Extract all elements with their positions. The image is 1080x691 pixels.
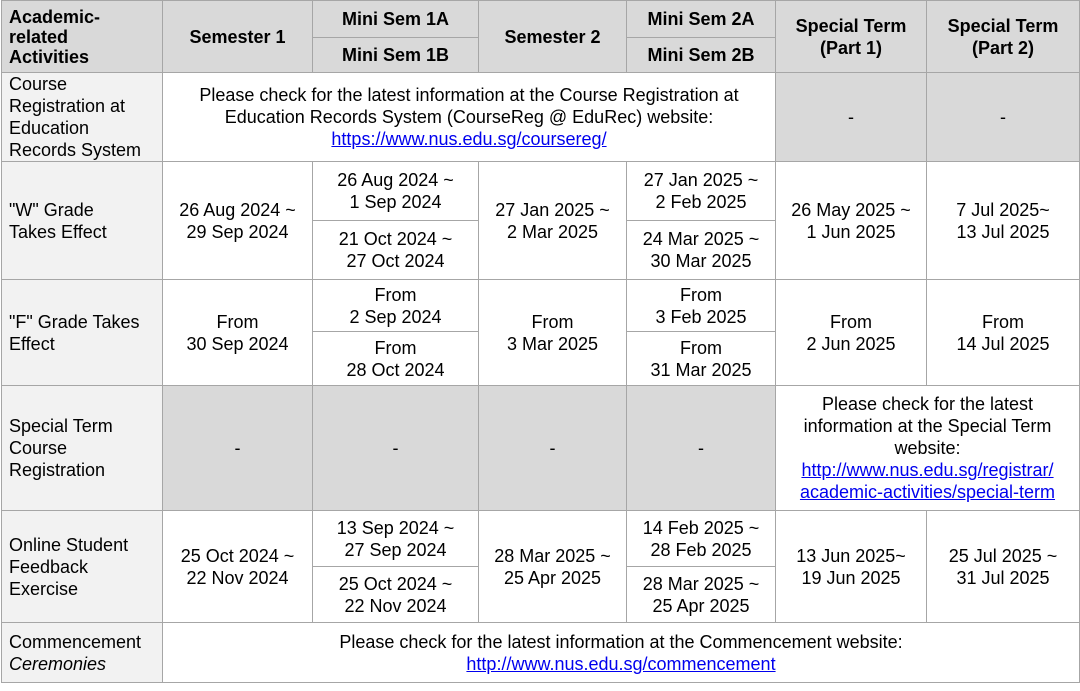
feedback-semester-2: 28 Mar 2025 ~ 25 Apr 2025 bbox=[479, 511, 627, 623]
header-mini-sem-1b: Mini Sem 1B bbox=[313, 38, 479, 73]
commencement-info: Please check for the latest information at the Commencement website: http://www.nus.edu.sg/commencement bbox=[163, 623, 1080, 683]
feedback-mini-sem-1b: 25 Oct 2024 ~ 22 Nov 2024 bbox=[313, 567, 479, 623]
f-grade-mini-sem-2b: From 31 Mar 2025 bbox=[627, 332, 776, 386]
special-term-reg-mini-sem-1: - bbox=[313, 386, 479, 511]
header-activities: Academic- related Activities bbox=[2, 1, 163, 73]
w-grade-mini-sem-2a: 27 Jan 2025 ~ 2 Feb 2025 bbox=[627, 162, 776, 221]
label-w-grade: "W" Grade Takes Effect bbox=[2, 162, 163, 280]
row-commencement bbox=[2, 623, 1080, 683]
f-grade-mini-sem-2a: From 3 Feb 2025 bbox=[627, 280, 776, 332]
label-feedback: Online Student Feedback Exercise bbox=[2, 511, 163, 623]
feedback-mini-sem-2b: 28 Mar 2025 ~ 25 Apr 2025 bbox=[627, 567, 776, 623]
row-f-grade bbox=[2, 280, 1080, 332]
header-special-term-part-1: Special Term (Part 1) bbox=[776, 1, 927, 73]
label-special-term-registration: Special Term Course Registration bbox=[2, 386, 163, 511]
feedback-semester-1: 25 Oct 2024 ~ 22 Nov 2024 bbox=[163, 511, 313, 623]
label-commencement: Commencement Ceremonies bbox=[2, 623, 163, 683]
header-semester-2: Semester 2 bbox=[479, 1, 627, 73]
academic-calendar-table bbox=[1, 0, 1080, 683]
w-grade-special-1: 26 May 2025 ~ 1 Jun 2025 bbox=[776, 162, 927, 280]
header-mini-sem-2a: Mini Sem 2A bbox=[627, 1, 776, 38]
row-w-grade bbox=[2, 162, 1080, 221]
f-grade-special-2: From 14 Jul 2025 bbox=[927, 280, 1080, 386]
feedback-mini-sem-2a: 14 Feb 2025 ~ 28 Feb 2025 bbox=[627, 511, 776, 567]
w-grade-mini-sem-1b: 21 Oct 2024 ~ 27 Oct 2024 bbox=[313, 221, 479, 280]
w-grade-semester-1: 26 Aug 2024 ~ 29 Sep 2024 bbox=[163, 162, 313, 280]
header-semester-1: Semester 1 bbox=[163, 1, 313, 73]
w-grade-semester-2: 27 Jan 2025 ~ 2 Mar 2025 bbox=[479, 162, 627, 280]
header-row bbox=[2, 1, 1080, 38]
header-special-term-part-2: Special Term (Part 2) bbox=[927, 1, 1080, 73]
course-registration-special-1: - bbox=[776, 73, 927, 162]
label-f-grade: "F" Grade Takes Effect bbox=[2, 280, 163, 386]
course-registration-special-2: - bbox=[927, 73, 1080, 162]
f-grade-mini-sem-1a: From 2 Sep 2024 bbox=[313, 280, 479, 332]
special-term-reg-semester-2: - bbox=[479, 386, 627, 511]
special-term-reg-info: Please check for the latest information at the Special Term website: http://www.nus.edu.sg/registrar/ academic-activities/special-term bbox=[776, 386, 1080, 511]
w-grade-mini-sem-2b: 24 Mar 2025 ~ 30 Mar 2025 bbox=[627, 221, 776, 280]
feedback-special-1: 13 Jun 2025~ 19 Jun 2025 bbox=[776, 511, 927, 623]
w-grade-mini-sem-1a: 26 Aug 2024 ~ 1 Sep 2024 bbox=[313, 162, 479, 221]
special-term-reg-semester-1: - bbox=[163, 386, 313, 511]
special-term-link-line-1[interactable]: http://www.nus.edu.sg/registrar/ bbox=[801, 460, 1054, 480]
f-grade-semester-2: From 3 Mar 2025 bbox=[479, 280, 627, 386]
feedback-special-2: 25 Jul 2025 ~ 31 Jul 2025 bbox=[927, 511, 1080, 623]
header-mini-sem-1a: Mini Sem 1A bbox=[313, 1, 479, 38]
w-grade-special-2: 7 Jul 2025~ 13 Jul 2025 bbox=[927, 162, 1080, 280]
special-term-reg-mini-sem-2: - bbox=[627, 386, 776, 511]
row-feedback bbox=[2, 511, 1080, 567]
f-grade-mini-sem-1b: From 28 Oct 2024 bbox=[313, 332, 479, 386]
course-registration-info: Please check for the latest information at the Course Registration at Education Records System (CourseReg @ EduRec) website: https://www.nus.edu.sg/coursereg/ bbox=[163, 73, 776, 162]
commencement-link[interactable]: http://www.nus.edu.sg/commencement bbox=[466, 653, 776, 674]
f-grade-special-1: From 2 Jun 2025 bbox=[776, 280, 927, 386]
header-mini-sem-2b: Mini Sem 2B bbox=[627, 38, 776, 73]
label-course-registration: Course Registration at Education Records System bbox=[2, 73, 163, 162]
row-special-term-registration bbox=[2, 386, 1080, 511]
f-grade-semester-1: From 30 Sep 2024 bbox=[163, 280, 313, 386]
row-course-registration bbox=[2, 73, 1080, 162]
special-term-link-line-2[interactable]: academic-activities/special-term bbox=[799, 482, 1056, 502]
feedback-mini-sem-1a: 13 Sep 2024 ~ 27 Sep 2024 bbox=[313, 511, 479, 567]
coursereg-link[interactable]: https://www.nus.edu.sg/coursereg/ bbox=[331, 129, 607, 149]
